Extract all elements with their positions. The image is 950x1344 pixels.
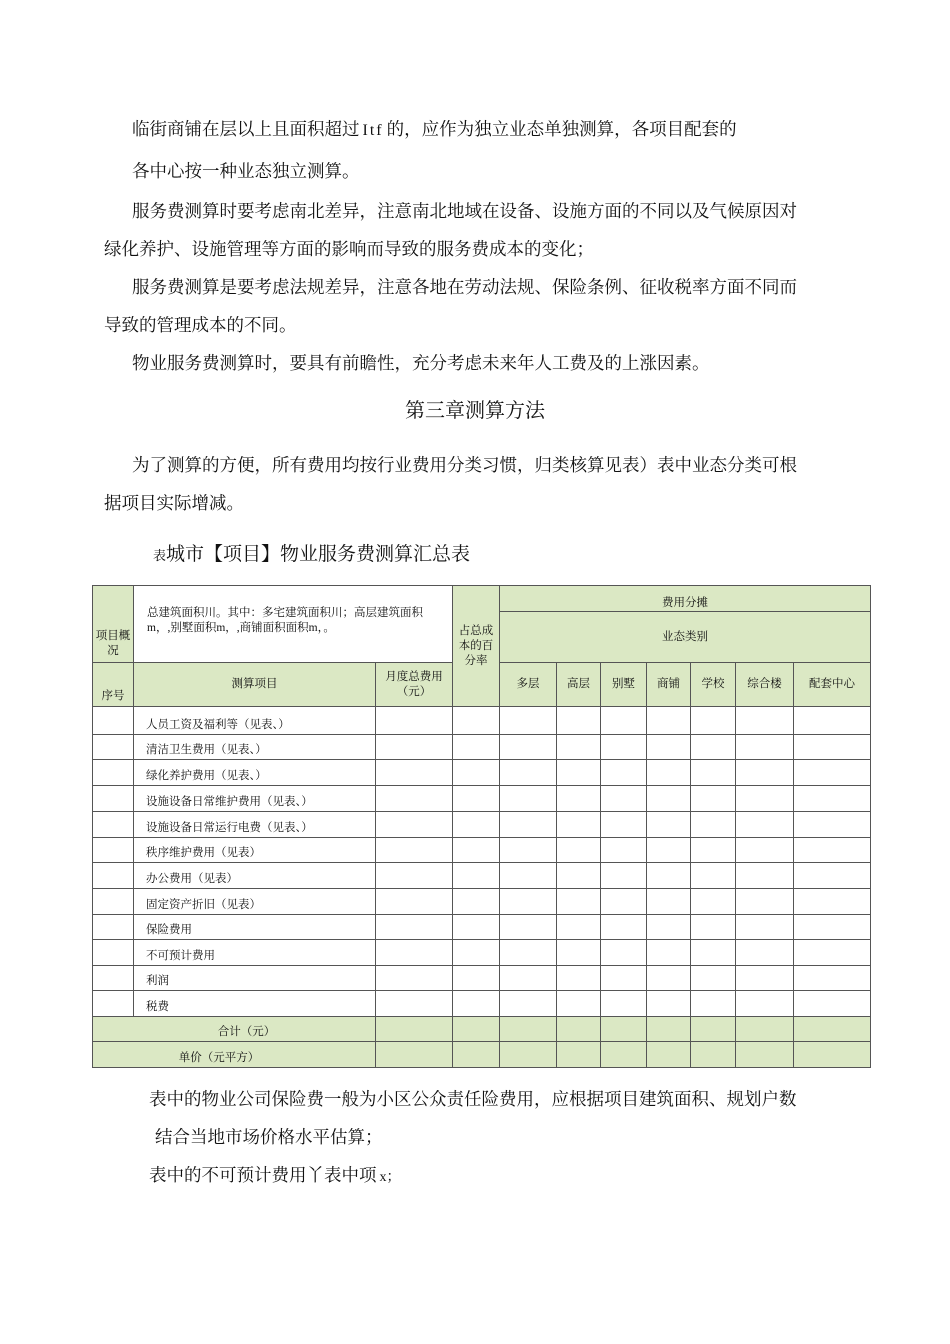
table-cell[interactable] xyxy=(794,1042,871,1068)
table-cell[interactable] xyxy=(794,786,871,812)
row-item-name: 不可预计费用 xyxy=(134,940,376,966)
seq-header: 序号 xyxy=(93,663,134,707)
table-cell[interactable] xyxy=(647,915,691,940)
paragraph-text: 的，应作为独立业态单独测算，各项目配套的 xyxy=(386,120,737,140)
table-cell[interactable] xyxy=(453,991,500,1017)
table-cell[interactable] xyxy=(601,966,647,991)
row-seq-cell[interactable] xyxy=(93,735,134,760)
table-row xyxy=(93,838,871,863)
note-insurance-line2: 结合当地市场价格水平估算； xyxy=(155,1128,383,1148)
table-cell[interactable] xyxy=(453,1042,500,1068)
table-cell[interactable] xyxy=(691,735,736,760)
table-cell[interactable] xyxy=(647,760,691,786)
table-cell[interactable] xyxy=(557,760,601,786)
table-cell[interactable] xyxy=(557,1017,601,1042)
table-cell[interactable] xyxy=(500,889,557,915)
type-header-complex: 综合楼 xyxy=(736,663,794,707)
paragraph-method-line1: 为了测算的方便，所有费用均按行业费用分类习惯，归类核算见表）表中业态分类可根 xyxy=(132,456,797,476)
table-cell[interactable] xyxy=(557,940,601,966)
note-text: 表中的不可预计费用丫表中项 xyxy=(149,1166,377,1186)
table-cell[interactable] xyxy=(453,863,500,889)
table-cell[interactable] xyxy=(557,786,601,812)
table-cell[interactable] xyxy=(794,966,871,991)
paragraph-text: 临街商铺在层以上且面积超过 xyxy=(132,120,360,140)
table-cell[interactable] xyxy=(601,991,647,1017)
table-cell[interactable] xyxy=(376,889,453,915)
table-cell[interactable] xyxy=(736,707,794,735)
row-item-name: 设施设备日常维护费用（见表、） xyxy=(134,786,376,812)
table-cell[interactable] xyxy=(691,889,736,915)
table-cell[interactable] xyxy=(453,786,500,812)
type-header-support-center: 配套中心 xyxy=(794,663,871,707)
row-item-name: 办公费用（见表） xyxy=(134,863,376,889)
table-cell[interactable] xyxy=(736,812,794,838)
table-cell[interactable] xyxy=(736,940,794,966)
table-cell[interactable] xyxy=(500,1017,557,1042)
paragraph-regulation-line1: 服务费测算是要考虑法规差异，注意各地在劳动法规、保险条例、征收税率方面不同而 xyxy=(132,278,797,298)
table-cell[interactable] xyxy=(557,966,601,991)
table-cell[interactable] xyxy=(376,760,453,786)
table-row xyxy=(93,760,871,786)
table-cell[interactable] xyxy=(376,991,453,1017)
fee-summary-table xyxy=(92,585,871,1068)
row-item-name: 人员工资及福利等（见表、） xyxy=(134,707,376,735)
table-caption-prefix: 表 xyxy=(153,548,167,563)
row-seq-cell[interactable] xyxy=(93,760,134,786)
table-cell[interactable] xyxy=(794,707,871,735)
row-seq-cell[interactable] xyxy=(93,915,134,940)
table-cell[interactable] xyxy=(453,966,500,991)
table-cell[interactable] xyxy=(736,1017,794,1042)
table-cell[interactable] xyxy=(601,760,647,786)
table-cell[interactable] xyxy=(736,735,794,760)
table-row xyxy=(93,889,871,915)
table-cell[interactable] xyxy=(557,1042,601,1068)
table-cell[interactable] xyxy=(794,838,871,863)
table-cell[interactable] xyxy=(601,940,647,966)
row-seq-cell[interactable] xyxy=(93,991,134,1017)
table-cell[interactable] xyxy=(500,940,557,966)
row-seq-cell[interactable] xyxy=(93,966,134,991)
table-caption-title: 城市【项目】物业服务费测算汇总表 xyxy=(166,544,471,565)
table-row xyxy=(93,786,871,812)
table-cell[interactable] xyxy=(453,838,500,863)
table-cell[interactable] xyxy=(691,760,736,786)
table-cell[interactable] xyxy=(647,940,691,966)
note-unforeseen xyxy=(149,1164,401,1190)
table-cell[interactable] xyxy=(794,863,871,889)
table-cell[interactable] xyxy=(557,915,601,940)
type-header-highrise: 高层 xyxy=(557,663,601,707)
table-cell[interactable] xyxy=(647,863,691,889)
table-cell[interactable] xyxy=(647,1042,691,1068)
table-cell[interactable] xyxy=(691,1017,736,1042)
table-cell[interactable] xyxy=(376,915,453,940)
table-cell[interactable] xyxy=(601,889,647,915)
note-insurance-line1: 表中的物业公司保险费一般为小区公众责任险费用，应根据项目建筑面积、规划户数 xyxy=(149,1090,797,1110)
table-cell[interactable] xyxy=(557,707,601,735)
table-row xyxy=(93,707,871,735)
table-cell[interactable] xyxy=(794,812,871,838)
table-cell[interactable] xyxy=(794,915,871,940)
table-row xyxy=(93,966,871,991)
table-cell[interactable] xyxy=(691,812,736,838)
table-cell[interactable] xyxy=(691,863,736,889)
table-cell[interactable] xyxy=(794,991,871,1017)
table-cell[interactable] xyxy=(453,812,500,838)
table-cell[interactable] xyxy=(647,786,691,812)
table-cell[interactable] xyxy=(601,1017,647,1042)
table-cell[interactable] xyxy=(376,786,453,812)
table-cell[interactable] xyxy=(647,991,691,1017)
table-cell[interactable] xyxy=(557,889,601,915)
table-cell[interactable] xyxy=(601,707,647,735)
item-header: 测算项目 xyxy=(134,663,376,707)
row-seq-cell[interactable] xyxy=(93,889,134,915)
table-cell[interactable] xyxy=(500,735,557,760)
unit-price-row-label: 单价（元平方） xyxy=(93,1042,376,1068)
table-cell[interactable] xyxy=(736,786,794,812)
table-cell[interactable] xyxy=(736,838,794,863)
item-rows xyxy=(93,707,871,1017)
row-item-name: 绿化养护费用（见表、） xyxy=(134,760,376,786)
table-cell[interactable] xyxy=(736,991,794,1017)
table-caption xyxy=(153,541,470,570)
table-cell[interactable] xyxy=(794,760,871,786)
table-cell[interactable] xyxy=(557,991,601,1017)
table-cell[interactable] xyxy=(500,966,557,991)
table-cell[interactable] xyxy=(736,889,794,915)
table-cell[interactable] xyxy=(376,1017,453,1042)
table-cell[interactable] xyxy=(500,707,557,735)
table-cell[interactable] xyxy=(601,812,647,838)
paragraph-commercial-shops xyxy=(132,118,737,143)
paragraph-method-line2: 据项目实际增减。 xyxy=(104,494,244,514)
table-cell[interactable] xyxy=(376,707,453,735)
table-cell[interactable] xyxy=(601,735,647,760)
percent-header: 占总成本的百分率 xyxy=(453,586,500,707)
paragraph-north-south-line2: 绿化养护、设施管理等方面的影响而导致的服务费成本的变化； xyxy=(104,240,594,260)
table-cell[interactable] xyxy=(736,915,794,940)
overview-text: 总建筑面积川。其中：多宅建筑面积川；高层建筑面积m，,别墅面积m，,商铺面积面积m，。 xyxy=(134,586,453,663)
table-row xyxy=(93,991,871,1017)
table-cell[interactable] xyxy=(453,889,500,915)
table-cell[interactable] xyxy=(376,1042,453,1068)
row-seq-cell[interactable] xyxy=(93,812,134,838)
type-header-shop: 商铺 xyxy=(647,663,691,707)
table-cell[interactable] xyxy=(601,838,647,863)
table-cell[interactable] xyxy=(736,760,794,786)
table-cell[interactable] xyxy=(691,940,736,966)
row-item-name: 税费 xyxy=(134,991,376,1017)
row-item-name: 利润 xyxy=(134,966,376,991)
table-cell[interactable] xyxy=(794,735,871,760)
total-row-label: 合计（元） xyxy=(93,1017,376,1042)
table-cell[interactable] xyxy=(794,1017,871,1042)
table-cell[interactable] xyxy=(647,889,691,915)
overview-label: 项目概况 xyxy=(93,586,134,663)
row-item-name: 秩序维护费用（见表） xyxy=(134,838,376,863)
table-cell[interactable] xyxy=(453,735,500,760)
table-cell[interactable] xyxy=(376,812,453,838)
table-cell[interactable] xyxy=(601,786,647,812)
row-seq-cell[interactable] xyxy=(93,838,134,863)
table-cell[interactable] xyxy=(557,863,601,889)
monthly-total-header: 月度总费用（元） xyxy=(376,663,453,707)
paragraph-regulation-line2: 导致的管理成本的不同。 xyxy=(104,316,297,336)
table-cell[interactable] xyxy=(500,812,557,838)
table-cell[interactable] xyxy=(691,1042,736,1068)
table-cell[interactable] xyxy=(601,1042,647,1068)
table-cell[interactable] xyxy=(736,863,794,889)
table-row xyxy=(93,812,871,838)
table-cell[interactable] xyxy=(557,735,601,760)
table-cell[interactable] xyxy=(376,838,453,863)
table-cell[interactable] xyxy=(647,812,691,838)
table-cell[interactable] xyxy=(453,915,500,940)
table-cell[interactable] xyxy=(500,786,557,812)
row-seq-cell[interactable] xyxy=(93,863,134,889)
note-tail: x； xyxy=(379,1170,401,1185)
table-cell[interactable] xyxy=(376,863,453,889)
table-cell[interactable] xyxy=(691,915,736,940)
table-cell[interactable] xyxy=(794,889,871,915)
row-seq-cell[interactable] xyxy=(93,940,134,966)
table-cell[interactable] xyxy=(647,966,691,991)
table-cell[interactable] xyxy=(691,966,736,991)
table-cell[interactable] xyxy=(500,863,557,889)
row-item-name: 清洁卫生费用（见表、） xyxy=(134,735,376,760)
table-cell[interactable] xyxy=(376,940,453,966)
paragraph-forward-looking: 物业服务费测算时，要具有前瞻性，充分考虑未来年人工费及的上涨因素。 xyxy=(132,354,710,374)
type-header-multistory: 多层 xyxy=(500,663,557,707)
paragraph-centers: 各中心按一种业态独立测算。 xyxy=(132,162,360,182)
table-cell[interactable] xyxy=(500,991,557,1017)
row-seq-cell[interactable] xyxy=(93,786,134,812)
table-cell[interactable] xyxy=(647,707,691,735)
table-cell[interactable] xyxy=(794,940,871,966)
row-item-name: 固定资产折旧（见表） xyxy=(134,889,376,915)
table-cell[interactable] xyxy=(601,915,647,940)
table-cell[interactable] xyxy=(453,1017,500,1042)
row-item-name: 保险费用 xyxy=(134,915,376,940)
row-item-name: 设施设备日常运行电费（见表、） xyxy=(134,812,376,838)
table-cell[interactable] xyxy=(500,1042,557,1068)
type-header-school: 学校 xyxy=(691,663,736,707)
chapter-title: 第三章测算方法 xyxy=(405,398,545,422)
row-seq-cell[interactable] xyxy=(93,707,134,735)
table-cell[interactable] xyxy=(500,915,557,940)
type-header-villa: 别墅 xyxy=(601,663,647,707)
table-cell[interactable] xyxy=(691,707,736,735)
table-cell[interactable] xyxy=(453,760,500,786)
business-type-header: 业态类别 xyxy=(500,612,871,663)
table-cell[interactable] xyxy=(500,760,557,786)
table-row xyxy=(93,735,871,760)
table-cell[interactable] xyxy=(557,838,601,863)
table-cell[interactable] xyxy=(691,786,736,812)
paragraph-mark: Itf xyxy=(362,122,384,139)
table-cell[interactable] xyxy=(601,863,647,889)
table-cell[interactable] xyxy=(691,991,736,1017)
table-cell[interactable] xyxy=(736,966,794,991)
table-cell[interactable] xyxy=(647,1017,691,1042)
table-cell[interactable] xyxy=(453,940,500,966)
table-row xyxy=(93,863,871,889)
paragraph-north-south-line1: 服务费测算时要考虑南北差异，注意南北地域在设备、设施方面的不同以及气候原因对 xyxy=(132,202,797,222)
table-cell[interactable] xyxy=(736,1042,794,1068)
table-cell[interactable] xyxy=(376,966,453,991)
table-cell[interactable] xyxy=(500,838,557,863)
table-cell[interactable] xyxy=(647,735,691,760)
table-row xyxy=(93,915,871,940)
table-cell[interactable] xyxy=(691,838,736,863)
table-cell[interactable] xyxy=(453,707,500,735)
table-cell[interactable] xyxy=(557,812,601,838)
table-cell[interactable] xyxy=(647,838,691,863)
table-cell[interactable] xyxy=(376,735,453,760)
table-row xyxy=(93,940,871,966)
cost-allocation-header: 费用分摊 xyxy=(500,586,871,612)
